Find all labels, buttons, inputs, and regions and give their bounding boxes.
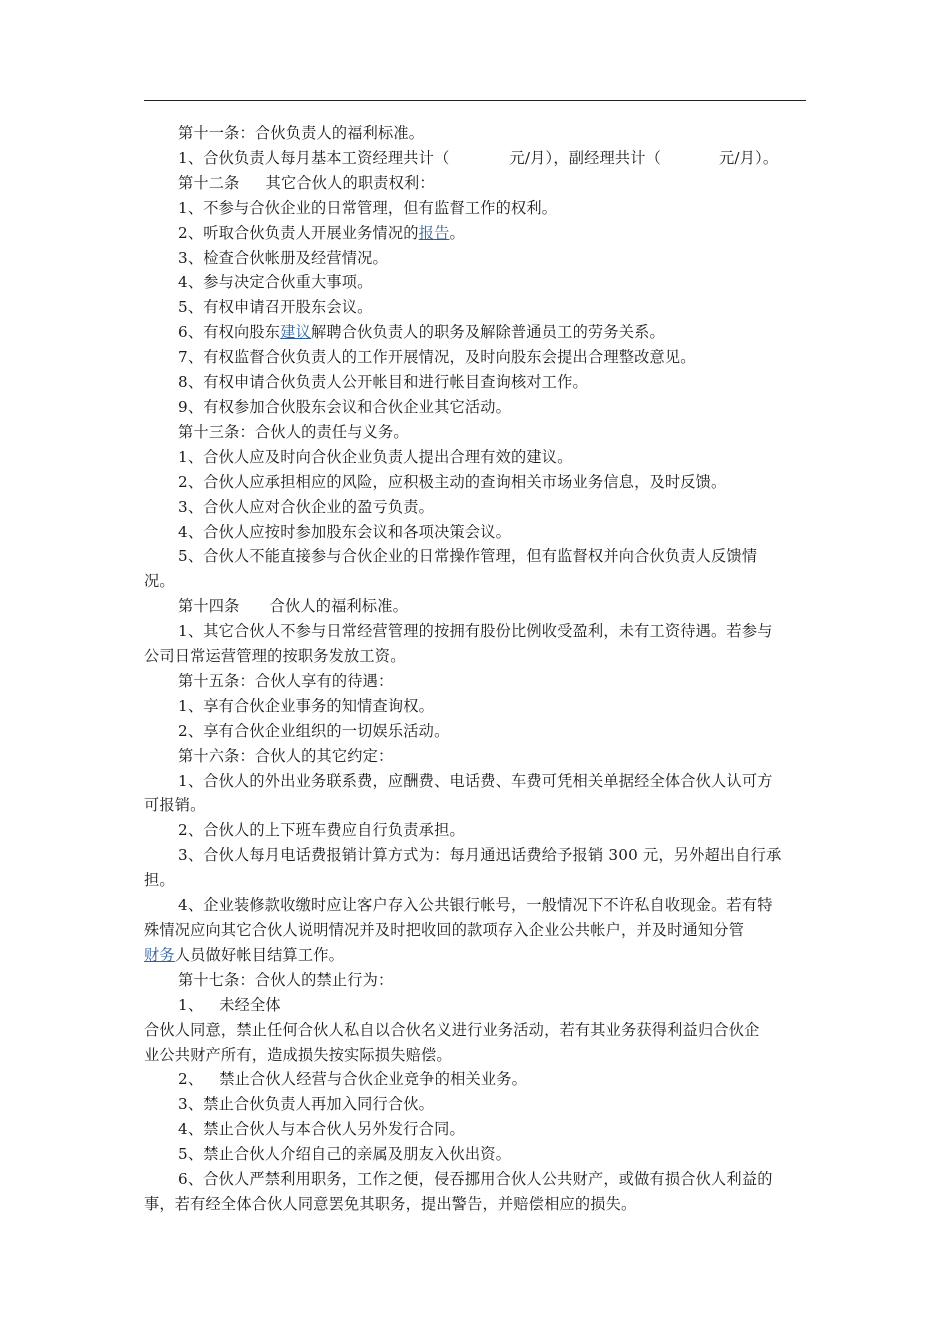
document-body bbox=[144, 121, 806, 1217]
article-12-item-9: 9、有权参加合伙股东会议和合伙企业其它活动。 bbox=[178, 397, 512, 416]
article-12-item-2: 2、听取合伙负责人开展业务情况的报告。 bbox=[178, 223, 465, 242]
report-link[interactable]: 报告 bbox=[418, 223, 450, 242]
article-17-item-6-line-2: 事，若有经全体合伙人同意罢免其职务，提出警告，并赔偿相应的损失。 bbox=[144, 1194, 637, 1213]
article-16-item-1-line-1: 1、合伙人的外出业务联系费，应酬费、电话费、车费可凭相关单据经全体合伙人认可方 bbox=[178, 771, 773, 790]
article-15-item-2: 2、享有合伙企业组织的一切娱乐活动。 bbox=[178, 721, 450, 740]
article-13-item-3: 3、合伙人应对合伙企业的盈亏负责。 bbox=[178, 497, 435, 516]
article-12-item-3: 3、检查合伙帐册及经营情况。 bbox=[178, 248, 388, 267]
article-13-item-4: 4、合伙人应按时参加股东会议和各项决策会议。 bbox=[178, 522, 512, 541]
article-17-item-2: 2、 禁止合伙人经营与合伙企业竞争的相关业务。 bbox=[178, 1070, 528, 1089]
article-13-item-1: 1、合伙人应及时向合伙企业负责人提出合理有效的建议。 bbox=[178, 447, 573, 466]
article-12-item-5: 5、有权申请召开股东会议。 bbox=[178, 298, 373, 317]
finance-link[interactable]: 财务 bbox=[144, 945, 175, 964]
article-16-title: 第十六条：合伙人的其它约定： bbox=[178, 746, 394, 765]
article-15-title: 第十五条：合伙人享有的待遇： bbox=[178, 671, 394, 690]
article-14-title: 第十四条 合伙人的福利标准。 bbox=[178, 597, 409, 616]
article-12-item-4: 4、参与决定合伙重大事项。 bbox=[178, 273, 373, 292]
suggestion-link[interactable]: 建议 bbox=[280, 323, 311, 342]
header-rule bbox=[144, 100, 806, 101]
article-16-item-2: 2、合伙人的上下班车费应自行负责承担。 bbox=[178, 821, 465, 840]
article-13-title: 第十三条：合伙人的责任与义务。 bbox=[178, 422, 409, 441]
article-14-item-1-line-2: 公司日常运营管理的按职务发放工资。 bbox=[144, 647, 406, 666]
article-17-item-5: 5、禁止合伙人介绍自己的亲属及朋友入伙出资。 bbox=[178, 1145, 512, 1164]
article-17-item-1-line-1: 1、 未经全体 bbox=[178, 995, 281, 1014]
article-12-item-1: 1、不参与合伙企业的日常管理，但有监督工作的权利。 bbox=[178, 198, 558, 217]
article-12-item-7: 7、有权监督合伙负责人的工作开展情况，及时向股东会提出合理整改意见。 bbox=[178, 348, 696, 367]
article-17-item-6-line-1: 6、合伙人严禁利用职务，工作之便，侵吞挪用合伙人公共财产，或做有损合伙人利益的 bbox=[178, 1170, 773, 1189]
article-14-item-1-line-1: 1、其它合伙人不参与日常经营管理的按拥有股份比例收受盈利，未有工资待遇。若参与 bbox=[178, 622, 773, 641]
article-12-title: 第十二条 其它合伙人的职责权利： bbox=[178, 173, 435, 192]
article-16-item-4-line-3: 财务人员做好帐目结算工作。 bbox=[144, 945, 345, 964]
article-15-item-1: 1、享有合伙企业事务的知情查询权。 bbox=[178, 696, 435, 715]
article-16-item-1-line-2: 可报销。 bbox=[144, 796, 206, 815]
article-17-item-1-line-2: 合伙人同意，禁止任何合伙人私自以合伙名义进行业务活动，若有其业务获得利益归合伙企 bbox=[144, 1020, 760, 1039]
article-12-item-8: 8、有权申请合伙负责人公开帐目和进行帐目查询核对工作。 bbox=[178, 373, 588, 392]
article-17-title: 第十七条：合伙人的禁止行为： bbox=[178, 970, 394, 989]
article-11-item-1: 1、合伙负责人每月基本工资经理共计（ 元/月），副经理共计（ 元/月）。 bbox=[178, 148, 779, 167]
article-11-title: 第十一条：合伙负责人的福利标准。 bbox=[178, 124, 425, 142]
article-13-item-5-line-1: 5、合伙人不能直接参与合伙企业的日常操作管理，但有监督权并向合伙负责人反馈情 bbox=[178, 547, 758, 566]
article-16-item-4-line-2: 殊情况应向其它合伙人说明情况并及时把收回的款项存入企业公共帐户，并及时通知分管 bbox=[144, 921, 745, 939]
article-17-item-4: 4、禁止合伙人与本合伙人另外发行合同。 bbox=[178, 1120, 465, 1139]
article-13-item-5-line-2: 况。 bbox=[144, 572, 175, 591]
article-17-item-3: 3、禁止合伙负责人再加入同行合伙。 bbox=[178, 1095, 435, 1114]
article-16-item-3-line-1: 3、合伙人每月电话费报销计算方式为：每月通迅话费给予报销 300 元，另外超出自行承 bbox=[178, 846, 782, 865]
article-13-item-2: 2、合伙人应承担相应的风险，应积极主动的查询相关市场业务信息，及时反馈。 bbox=[178, 472, 727, 491]
article-16-item-3-line-2: 担。 bbox=[144, 871, 175, 890]
article-17-item-1-line-3: 业公共财产所有，造成损失按实际损失赔偿。 bbox=[144, 1045, 452, 1064]
article-12-item-6: 6、有权向股东建议解聘合伙负责人的职务及解除普通员工的劳务关系。 bbox=[178, 323, 665, 342]
article-16-item-4-line-1: 4、企业装修款收缴时应让客户存入公共银行帐号，一般情况下不许私自收现金。若有特 bbox=[178, 896, 773, 915]
